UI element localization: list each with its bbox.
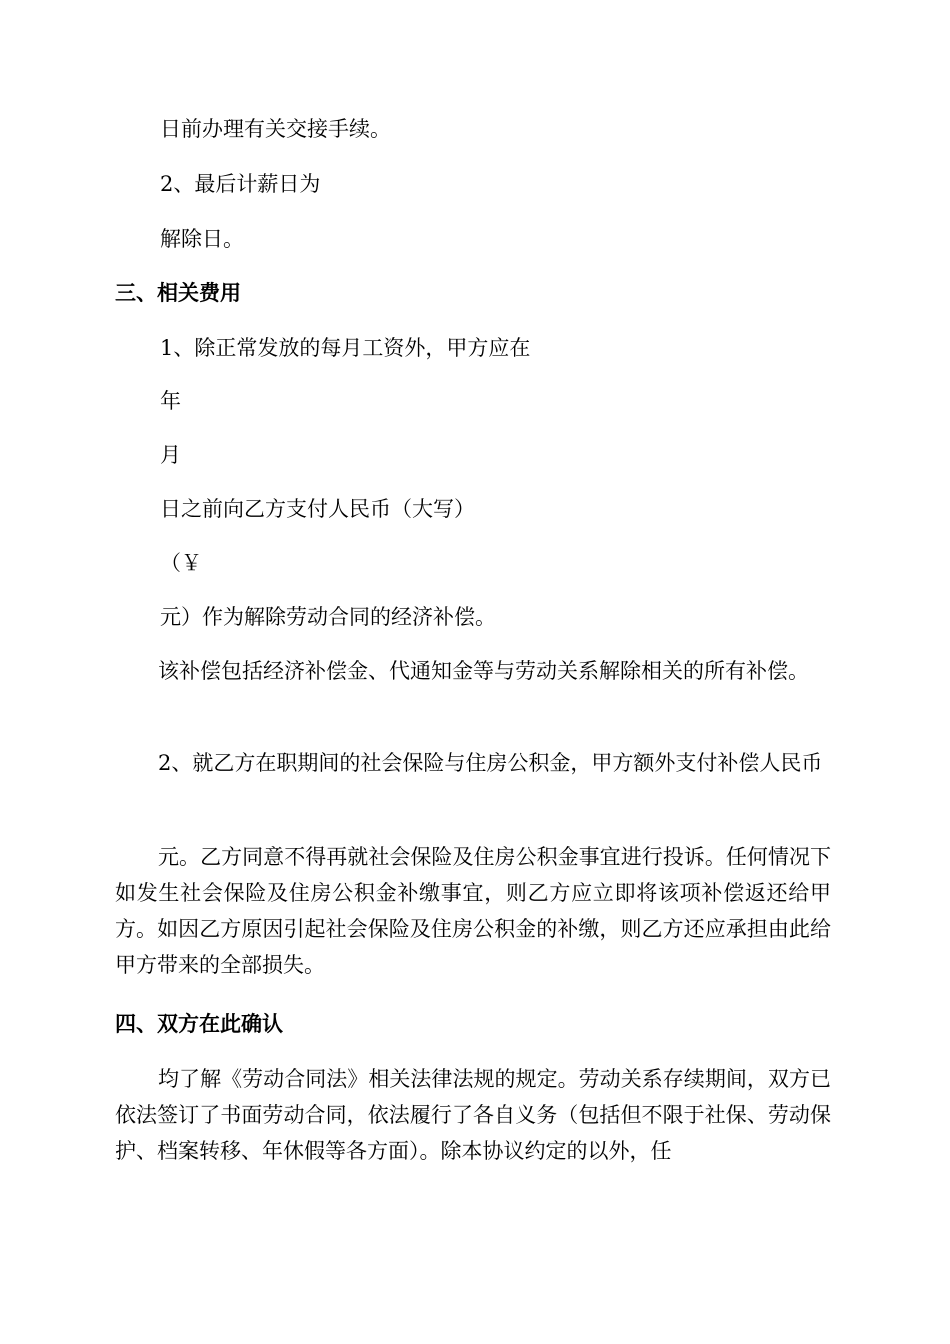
text-line-compensation: 元）作为解除劳动合同的经济补偿。 bbox=[160, 605, 496, 629]
paragraph-no-complaint: 元。乙方同意不得再就社会保险及住房公积金事宜进行投诉。任何情况下如发生社会保险及住房公积金补缴事宜，则乙方应立即将该项补偿返还给甲方。如因乙方原因引起社会保险及住房公积金的补缴，则乙方还应承担由此给甲方带来的全部损失。 bbox=[115, 845, 831, 977]
paragraph-compensation-scope: 该补偿包括经济补偿金、代通知金等与劳动关系解除相关的所有补偿。 bbox=[158, 659, 809, 683]
section-heading-confirmation: 四、双方在此确认 bbox=[115, 1012, 283, 1036]
text-line-pay-before: 日之前向乙方支付人民币（大写） bbox=[160, 497, 475, 521]
paragraph-social-insurance: 2、就乙方在职期间的社会保险与住房公积金，甲方额外支付补偿人民币 bbox=[158, 751, 823, 775]
text-line-last-pay-day: 2、最后计薪日为 bbox=[160, 172, 321, 196]
text-line-yuan-symbol: （￥ bbox=[160, 551, 202, 575]
text-line-handover: 日前办理有关交接手续。 bbox=[160, 117, 391, 141]
text-line-month: 月 bbox=[160, 443, 181, 467]
section-heading-fees: 三、相关费用 bbox=[115, 281, 241, 305]
text-line-termination-day: 解除日。 bbox=[160, 227, 244, 251]
paragraph-confirmation: 均了解《劳动合同法》相关法律法规的规定。劳动关系存续期间，双方已依法签订了书面劳动合同，依法履行了各自义务（包括但不限于社保、劳动保护、档案转移、年休假等各方面）。除本协议约定的以外，任 bbox=[115, 1067, 831, 1163]
text-line-payment-intro: 1、除正常发放的每月工资外，甲方应在 bbox=[160, 336, 531, 360]
text-line-year: 年 bbox=[160, 389, 181, 413]
